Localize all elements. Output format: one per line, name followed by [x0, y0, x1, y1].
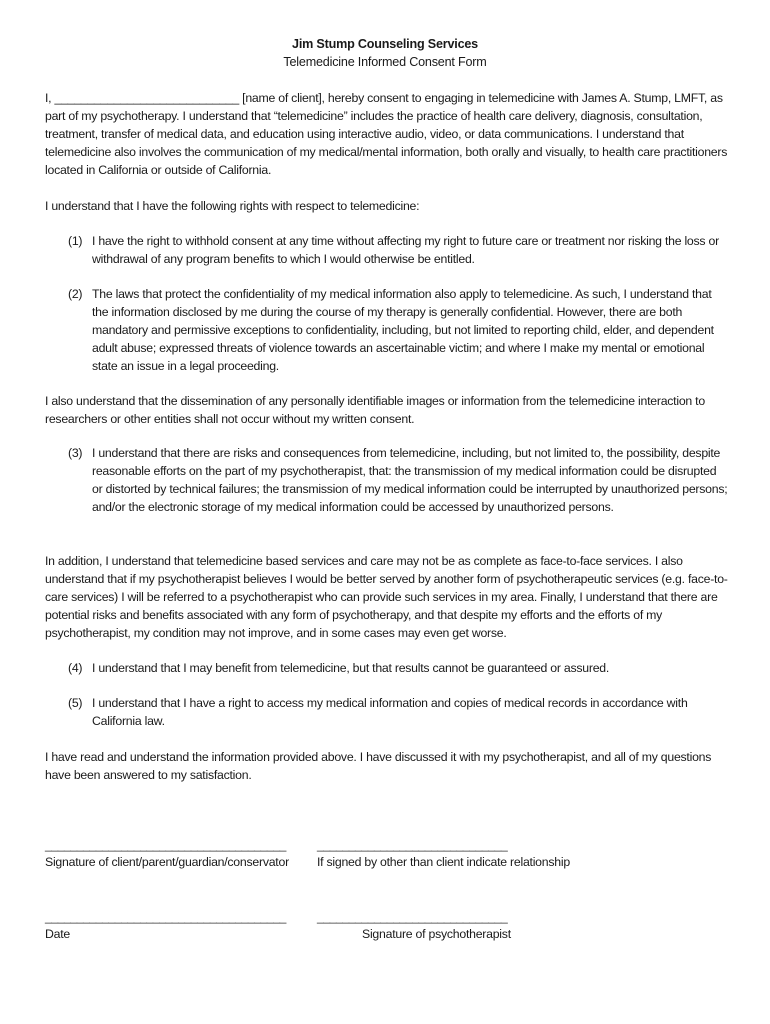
intro-paragraph: I, ____________________________ [name of client], hereby consent to engaging in telemedicine with James A. Stump, LMFT, as part of my psychotherapy. I understand that “telemedicine” includes the practice of health care delivery, diagnosis, consultation, treatment, transfer of medical data, and education using interactive audio, video, or data communications. I understand that telemedicine also involves the communication of my medical/mental information, both orally and visually, to health care practitioners located in California or outside of California. — [45, 91, 728, 177]
dissemination-paragraph: I also understand that the dissemination of any personally identifiable images or information from the telemedicine interaction to researchers or other entities shall not occur without my written consent. — [45, 394, 705, 426]
list-item-number: (3) — [68, 446, 83, 460]
list-item-text: I understand that I may benefit from telemedicine, but that results cannot be guaranteed or assured. — [92, 661, 610, 675]
document-title: Jim Stump Counseling Services — [292, 37, 478, 51]
list-item-text: I understand that I have a right to access my medical information and copies of medical records in accordance with California law. — [92, 696, 688, 728]
date-label: Date — [45, 927, 70, 941]
psychotherapist-signature-label: Signature of psychotherapist — [362, 927, 511, 941]
in-addition-paragraph: In addition, I understand that telemedicine based services and care may not be as complete as face-to-face services. I also understand that if my psychotherapist believes I would be better served by another form of psychotherapeutic services (e.g. face-to-care services) I will be referred to a psychotherapist who can provide such services in my area. Finally, I understand that there are potential risks and benefits associated with any form of psychotherapy, and that despite my efforts and the efforts of my psychotherapist, my condition may not improve, and in some cases may even get worse. — [45, 554, 728, 640]
client-signature-line[interactable]: ______________________________________ — [45, 838, 286, 852]
list-item-number: (4) — [68, 661, 83, 675]
list-item-text: I have the right to withhold consent at any time without affecting my right to future care or treatment nor risking the loss or withdrawal of any program benefits to which I would otherwise be entitled. — [92, 234, 719, 266]
list-item-5 — [68, 694, 728, 730]
relationship-label: If signed by other than client indicate relationship — [317, 855, 570, 869]
rights-lead-paragraph: I understand that I have the following rights with respect to telemedicine: — [45, 199, 420, 213]
list-item-4 — [68, 659, 728, 677]
list-item-number: (2) — [68, 287, 83, 301]
list-item-number: (1) — [68, 234, 83, 248]
list-item-text: The laws that protect the confidentiality of my medical information also apply to telemedicine. As such, I understand that the information disclosed by me during the course of my therapy is generally confidential. However, there are both mandatory and permissive exceptions to confidentiality, including, but not limited to reporting child, elder, and dependent adult abuse; expressed threats of violence towards an ascertainable victim; and where I make my mental or emotional state an issue in a legal proceeding. — [92, 287, 714, 373]
list-item-1 — [68, 232, 728, 268]
list-item-text: I understand that there are risks and consequences from telemedicine, including, but not limited to, the possibility, despite reasonable efforts on the part of my psychotherapist, that: the transmission of my medical information could be disrupted or distorted by technical failures; the transmission of my medical information could be interrupted by unauthorized persons; and/or the electronic storage of my medical information could be accessed by unauthorized persons. — [92, 446, 728, 514]
relationship-line[interactable]: ______________________________ — [317, 838, 508, 852]
list-item-2 — [68, 285, 728, 375]
date-line[interactable]: ______________________________________ — [45, 910, 286, 924]
closing-paragraph: I have read and understand the information provided above. I have discussed it with my psychotherapist, and all of my questions have been answered to my satisfaction. — [45, 750, 712, 782]
list-item-3 — [68, 444, 728, 516]
list-item-number: (5) — [68, 696, 83, 710]
document-subtitle: Telemedicine Informed Consent Form — [283, 55, 487, 69]
psychotherapist-signature-line[interactable]: ______________________________ — [317, 910, 508, 924]
client-signature-label: Signature of client/parent/guardian/conservator — [45, 855, 289, 869]
